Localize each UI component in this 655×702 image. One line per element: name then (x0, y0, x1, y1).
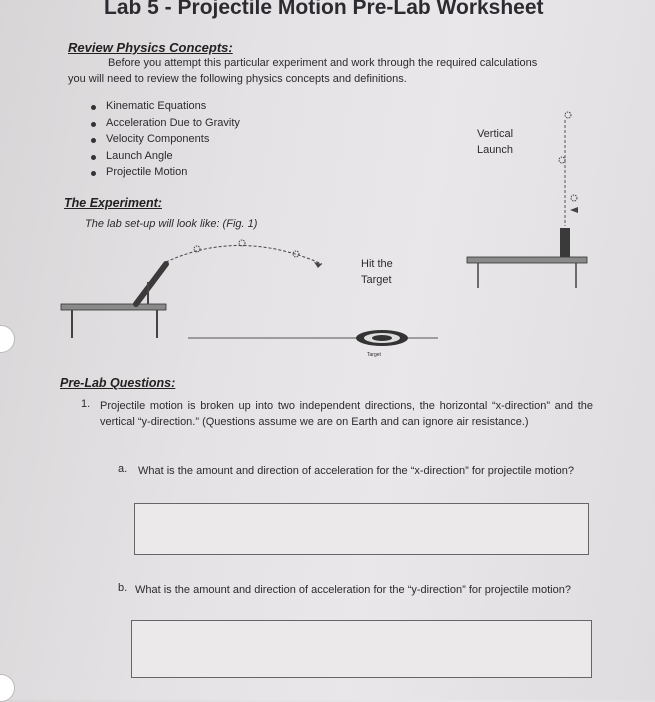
left-table-top (61, 304, 166, 310)
hit-label-line2: Target (361, 274, 392, 286)
question-b-letter: b. (118, 582, 128, 594)
answer-box-a[interactable] (134, 503, 589, 555)
experiment-heading: The Experiment: (64, 196, 162, 210)
hit-label-line1: Hit the (361, 258, 393, 270)
review-intro-line2: you will need to review the following physics concepts and definitions. (68, 73, 407, 85)
prelab-heading: Pre-Lab Questions: (60, 376, 176, 390)
review-intro-line1: Before you attempt this particular experiment and work through the required calculations (108, 57, 538, 69)
concept-item: Projectile Motion (92, 166, 240, 183)
right-table-top (467, 257, 587, 263)
worksheet-title: Lab 5 - Projectile Motion Pre-Lab Worksheet (104, 0, 544, 19)
review-heading: Review Physics Concepts: (68, 40, 233, 55)
projectile-ball (571, 195, 577, 201)
concept-item: Acceleration Due to Gravity (92, 117, 240, 134)
hit-target-label (361, 256, 393, 288)
question-a-text: What is the amount and direction of acceleration for the “x-direction” for projectile motion? (138, 465, 574, 477)
question-1-text: Projectile motion is broken up into two independent directions, the horizontal “x-direction” and the vertical “y-direction.” (Questions assume we are on Earth and can ignore air resistance.) (100, 400, 593, 428)
vertical-label-line2: Launch (476, 144, 514, 156)
answer-box-b[interactable] (131, 620, 592, 678)
target-caption: Target (367, 352, 381, 358)
concept-item: Launch Angle (92, 150, 240, 167)
vertical-label-line1: Vertical (476, 128, 514, 140)
concept-item: Velocity Components (92, 133, 240, 150)
vertical-arrowhead (570, 207, 578, 213)
vertical-launcher (560, 228, 570, 257)
projectile-ball (559, 157, 565, 163)
question-a-letter: a. (118, 463, 128, 475)
projectile-ball (565, 112, 571, 118)
question-b-text: What is the amount and direction of acceleration for the “y-direction” for projectile motion? (135, 584, 571, 596)
setup-text: The lab set-up will look like: (Fig. 1) (85, 218, 258, 230)
target-inner (372, 335, 392, 341)
trajectory-arrowhead (314, 262, 322, 268)
concept-item: Kinematic Equations (92, 100, 240, 117)
launcher-barrel (136, 264, 166, 304)
question-1-number: 1. (81, 398, 91, 410)
